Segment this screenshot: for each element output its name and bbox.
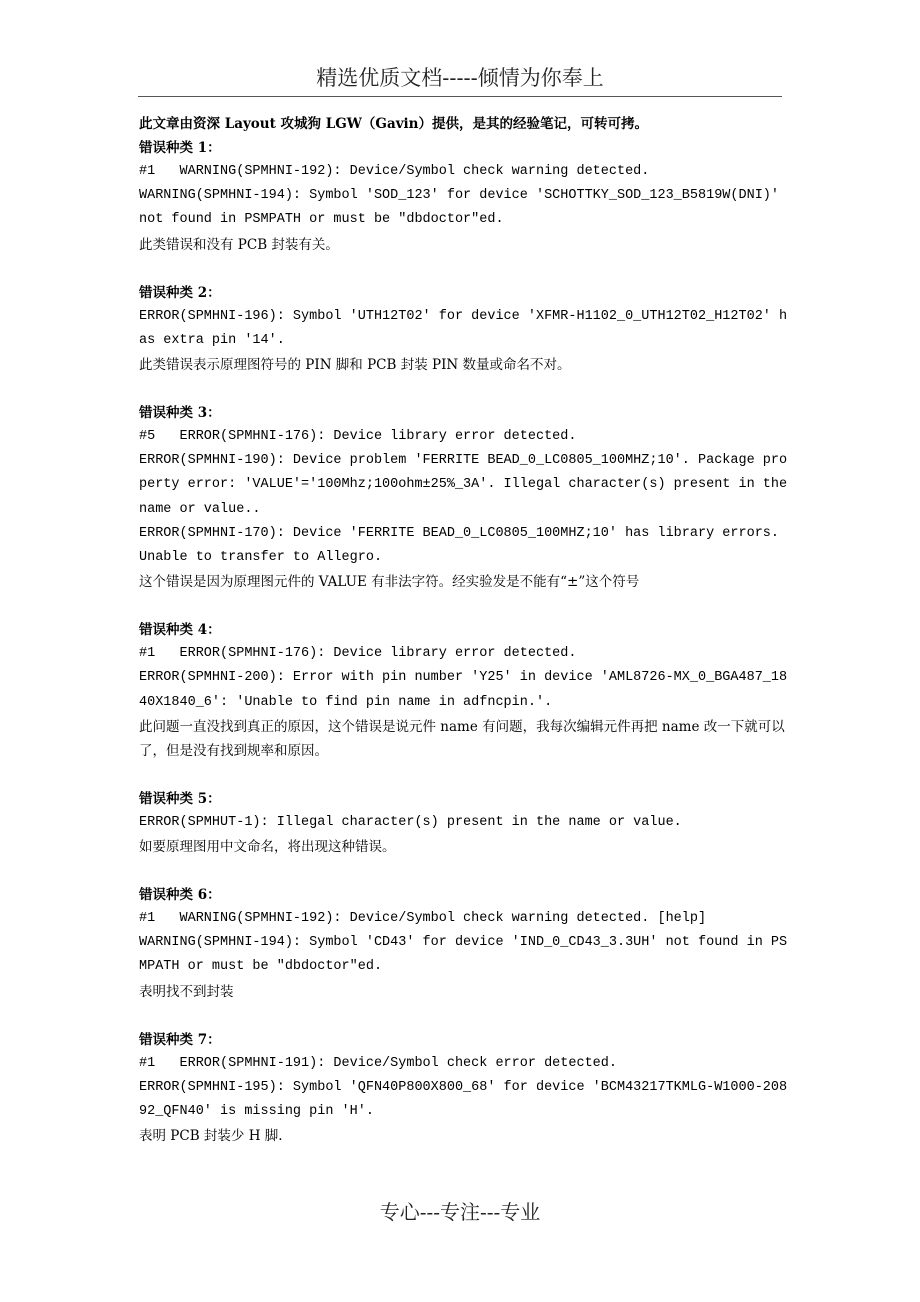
log-line: #1 ERROR(SPMHNI-176): Device library error detected. (139, 646, 577, 662)
section-note: 如要原理图用中文命名，将出现这种错误。 (139, 839, 396, 856)
document-body (139, 112, 796, 1172)
section-title: 错误种类 3： (139, 405, 221, 422)
error-section (139, 883, 789, 1004)
log-line: ERROR(SPMHUT-1): Illegal character(s) present in the name or value. (139, 814, 682, 830)
page-header: 精选优质文档-----倾情为你奉上 (138, 62, 782, 97)
log-line: ERROR(SPMHNI-190): Device problem 'FERRITE BEAD_0_LC0805_100MHZ;10'. Package property error: 'VALUE'='100Mhz;100ohm±25%_3A'. Illegal character(s) present in the name or value.. (139, 453, 796, 517)
log-line: ERROR(SPMHNI-196): Symbol 'UTH12T02' for device 'XFMR-H1102_0_UTH12T02_H12T02' has extra pin '14'. (139, 308, 788, 348)
error-section (139, 787, 789, 859)
log-line: #1 ERROR(SPMHNI-191): Device/Symbol check error detected. (139, 1055, 617, 1071)
section-title: 错误种类 6： (139, 887, 221, 904)
log-line: #5 ERROR(SPMHNI-176): Device library error detected. (139, 429, 577, 445)
error-section (139, 136, 789, 257)
section-note: 此类错误和没有 PCB 封装有关。 (139, 236, 339, 253)
log-line: #1 WARNING(SPMHNI-192): Device/Symbol check warning detected. [help] (139, 911, 707, 927)
section-note: 表明 PCB 封装少 H 脚. (139, 1128, 283, 1145)
section-title: 错误种类 5： (139, 790, 221, 807)
log-line: #1 WARNING(SPMHNI-192): Device/Symbol check warning detected. (139, 164, 650, 179)
page-footer: 专心---专注---专业 (379, 1200, 541, 1224)
intro-text: 此文章由资深 Layout 攻城狗 LGW（Gavin）提供，是其的经验笔记，可转可拷。 (139, 116, 648, 132)
error-section (139, 281, 789, 377)
log-line: ERROR(SPMHNI-170): Device 'FERRITE BEAD_0_LC0805_100MHZ;10' has library errors. Unable to transfer to Allegro. (139, 525, 788, 566)
error-section (139, 618, 789, 763)
log-line: ERROR(SPMHNI-195): Symbol 'QFN40P800X800_68' for device 'BCM43217TKMLG-W1000-20892_QFN40' is missing pin 'H'. (139, 1079, 788, 1120)
error-section (139, 401, 796, 594)
section-note: 表明找不到封装 (139, 983, 234, 1000)
log-line: WARNING(SPMHNI-194): Symbol 'CD43' for device 'IND_0_CD43_3.3UH' not found in PSMPATH or must be "dbdoctor"ed. (139, 935, 788, 975)
error-section (139, 1028, 789, 1149)
section-note: 此类错误表示原理图符号的 PIN 脚和 PCB 封装 PIN 数量或命名不对。 (139, 357, 571, 374)
section-title: 错误种类 7： (139, 1031, 221, 1048)
section-note: 这个错误是因为原理图元件的 VALUE 有非法字符。经实验发是不能有“±”这个符号 (139, 574, 640, 591)
log-line: WARNING(SPMHNI-194): Symbol 'SOD_123' for device 'SCHOTTKY_SOD_123_B5819W(DNI)' not found in PSMPATH or must be "dbdoctor"ed. (139, 188, 788, 228)
section-title: 错误种类 1： (139, 140, 221, 156)
section-title: 错误种类 4： (139, 622, 221, 639)
section-note: 此问题一直没找到真正的原因，这个错误是说元件 name 有问题，我每次编辑元件再把 name 改一下就可以了，但是没有找到规率和原因。 (139, 718, 785, 759)
log-line: ERROR(SPMHNI-200): Error with pin number 'Y25' in device 'AML8726-MX_0_BGA487_1840X1840_6': 'Unable to find pin name in adfncpin.'. (139, 670, 788, 710)
error-sections (139, 136, 796, 1148)
section-title: 错误种类 2： (139, 284, 221, 301)
